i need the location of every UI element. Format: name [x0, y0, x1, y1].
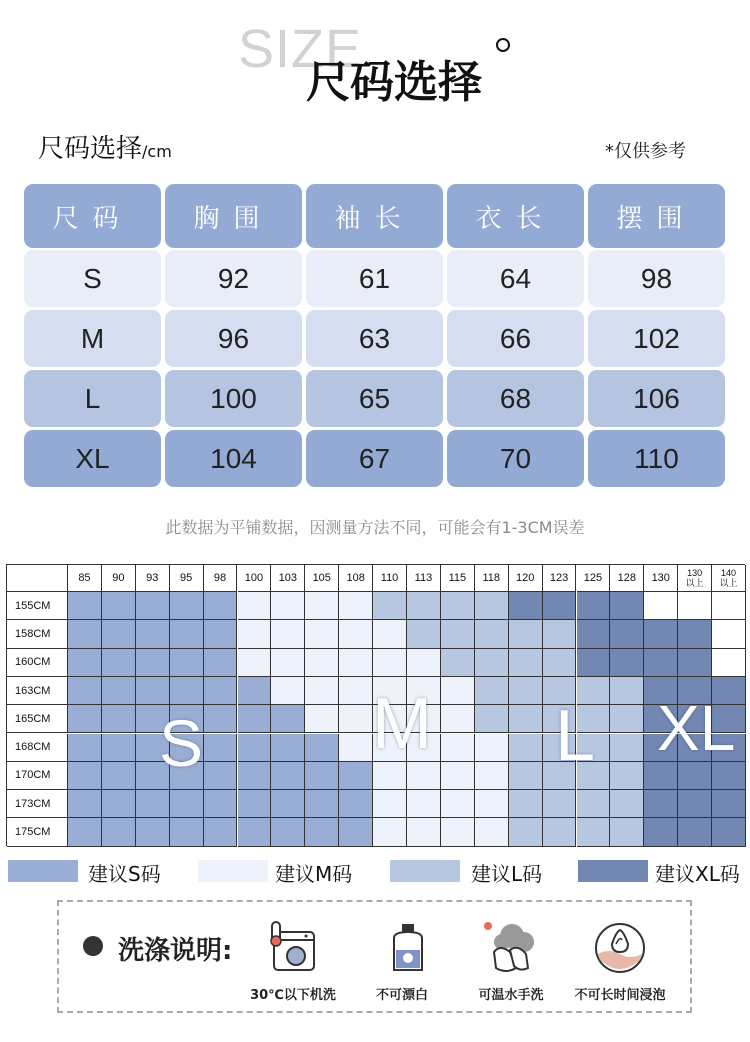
grid-cell: [509, 592, 543, 620]
grid-zone-label-xl: XL: [657, 692, 736, 764]
grid-cell: [238, 620, 272, 648]
section-title: [38, 128, 172, 165]
wash-label-no-bleach: 不可漂白: [375, 988, 428, 1003]
grid-cell: [271, 790, 305, 818]
grid-cell: [136, 620, 170, 648]
grid-zone-label-m: M: [372, 684, 432, 764]
grid-cell: [305, 734, 339, 762]
no-bleach-icon: [380, 920, 436, 976]
size-table-header-2: 袖长: [306, 184, 443, 248]
grid-cell: [373, 790, 407, 818]
grid-cell: [204, 762, 238, 790]
size-table-cell: 64: [447, 250, 584, 307]
grid-cell: [339, 790, 373, 818]
header-degree-dot: [496, 38, 510, 52]
grid-weight-header: 128: [610, 565, 644, 592]
grid-weight-header: 140 以上: [712, 565, 746, 592]
grid-cell: [204, 620, 238, 648]
grid-cell: [407, 762, 441, 790]
grid-cell: [441, 734, 475, 762]
grid-weight-header: 93: [136, 565, 170, 592]
size-table-cell: XL: [24, 430, 161, 487]
grid-cell: [441, 705, 475, 733]
grid-weight-header: 90: [102, 565, 136, 592]
grid-cell: [102, 705, 136, 733]
grid-cell: [339, 677, 373, 705]
grid-cell: [68, 649, 102, 677]
grid-cell: [475, 649, 509, 677]
grid-cell: [204, 677, 238, 705]
wash-label-no-soak: 不可长时间浸泡: [574, 988, 666, 1003]
size-table-cell: 70: [447, 430, 584, 487]
grid-cell: [509, 705, 543, 733]
grid-cell: [339, 649, 373, 677]
grid-cell: [305, 705, 339, 733]
grid-cell: [136, 649, 170, 677]
size-table-cell: 100: [165, 370, 302, 427]
washing-machine-30-icon: [266, 920, 322, 976]
grid-height-label: 175CM: [7, 818, 68, 846]
grid-weight-header: 108: [339, 565, 373, 592]
grid-cell: [68, 818, 102, 846]
grid-cell: [102, 734, 136, 762]
grid-cell: [373, 818, 407, 846]
measurement-note: 此数据为平铺数据，因测量方法不同，可能会有1-3CM误差: [165, 518, 585, 537]
grid-cell: [271, 734, 305, 762]
grid-cell: [271, 762, 305, 790]
grid-cell: [577, 649, 611, 677]
grid-cell: [238, 649, 272, 677]
grid-cell: [712, 790, 746, 818]
grid-height-label: 160CM: [7, 649, 68, 677]
grid-cell: [644, 762, 678, 790]
grid-cell: [170, 818, 204, 846]
size-table-cell: 104: [165, 430, 302, 487]
grid-cell: [170, 592, 204, 620]
grid-cell: [712, 620, 746, 648]
grid-cell: [610, 790, 644, 818]
grid-weight-header: 115: [441, 565, 475, 592]
size-table-cell: 66: [447, 310, 584, 367]
grid-cell: [68, 677, 102, 705]
legend-label: 建议L码: [471, 862, 543, 886]
grid-cell: [712, 649, 746, 677]
grid-cell: [68, 762, 102, 790]
grid-cell: [441, 818, 475, 846]
grid-cell: [610, 620, 644, 648]
grid-cell: [644, 620, 678, 648]
grid-weight-header: 130 以上: [678, 565, 712, 592]
grid-cell: [610, 818, 644, 846]
grid-cell: [305, 762, 339, 790]
grid-height-label: 173CM: [7, 790, 68, 818]
grid-cell: [271, 592, 305, 620]
grid-zone-label-l: L: [555, 696, 596, 776]
grid-cell: [339, 592, 373, 620]
grid-cell: [305, 592, 339, 620]
grid-cell: [204, 649, 238, 677]
grid-cell: [136, 592, 170, 620]
wash-label-hand-wash: 可温水手洗: [478, 988, 544, 1003]
grid-cell: [238, 705, 272, 733]
grid-cell: [577, 592, 611, 620]
grid-cell: [407, 818, 441, 846]
grid-cell: [543, 620, 577, 648]
legend-label: 建议M码: [275, 862, 353, 886]
grid-cell: [407, 649, 441, 677]
grid-cell: [441, 592, 475, 620]
grid-cell: [475, 734, 509, 762]
legend-swatch: [390, 860, 460, 882]
legend-swatch: [578, 860, 648, 882]
grid-cell: [678, 818, 712, 846]
size-table-cell: 102: [588, 310, 725, 367]
grid-cell: [68, 734, 102, 762]
grid-cell: [271, 649, 305, 677]
grid-corner: [7, 565, 68, 592]
grid-cell: [170, 649, 204, 677]
grid-cell: [678, 592, 712, 620]
grid-cell: [68, 705, 102, 733]
grid-cell: [136, 677, 170, 705]
grid-cell: [678, 762, 712, 790]
size-table-cell: 96: [165, 310, 302, 367]
grid-cell: [644, 649, 678, 677]
grid-cell: [543, 592, 577, 620]
grid-cell: [271, 677, 305, 705]
grid-cell: [475, 705, 509, 733]
size-table-cell: M: [24, 310, 161, 367]
grid-cell: [170, 677, 204, 705]
grid-cell: [678, 620, 712, 648]
grid-cell: [271, 705, 305, 733]
grid-weight-header: 105: [305, 565, 339, 592]
hand-wash-icon: [482, 920, 538, 976]
grid-cell: [204, 592, 238, 620]
grid-cell: [305, 620, 339, 648]
grid-cell: [271, 620, 305, 648]
grid-zone-label-s: S: [159, 706, 204, 780]
grid-cell: [373, 620, 407, 648]
grid-cell: [102, 762, 136, 790]
grid-weight-header: 118: [475, 565, 509, 592]
grid-cell: [102, 649, 136, 677]
grid-cell: [543, 818, 577, 846]
grid-cell: [610, 649, 644, 677]
grid-cell: [509, 649, 543, 677]
grid-cell: [102, 620, 136, 648]
grid-cell: [68, 790, 102, 818]
grid-height-label: 163CM: [7, 677, 68, 705]
grid-cell: [644, 818, 678, 846]
size-table-cell: 98: [588, 250, 725, 307]
grid-cell: [509, 734, 543, 762]
grid-cell: [339, 762, 373, 790]
grid-weight-header: 123: [543, 565, 577, 592]
reference-note: *仅供参考: [605, 141, 686, 162]
size-table-header-3: 衣长: [447, 184, 584, 248]
grid-cell: [712, 818, 746, 846]
grid-cell: [610, 762, 644, 790]
grid-cell: [543, 649, 577, 677]
grid-cell: [305, 649, 339, 677]
grid-cell: [339, 818, 373, 846]
legend-swatch: [198, 860, 268, 882]
grid-cell: [644, 790, 678, 818]
grid-cell: [204, 705, 238, 733]
grid-weight-header: 125: [577, 565, 611, 592]
size-table-cell: S: [24, 250, 161, 307]
grid-cell: [102, 790, 136, 818]
grid-height-label: 170CM: [7, 762, 68, 790]
grid-weight-header: 113: [407, 565, 441, 592]
grid-cell: [238, 677, 272, 705]
grid-cell: [238, 818, 272, 846]
grid-cell: [475, 620, 509, 648]
grid-cell: [610, 734, 644, 762]
grid-weight-header: 110: [373, 565, 407, 592]
grid-cell: [441, 790, 475, 818]
grid-cell: [305, 677, 339, 705]
grid-cell: [407, 592, 441, 620]
grid-cell: [509, 677, 543, 705]
size-table-header-1: 胸围: [165, 184, 302, 248]
grid-cell: [373, 649, 407, 677]
grid-cell: [170, 790, 204, 818]
grid-cell: [509, 762, 543, 790]
size-table-header-0: 尺码: [24, 184, 161, 248]
size-table-cell: 110: [588, 430, 725, 487]
grid-weight-header: 120: [509, 565, 543, 592]
grid-height-label: 155CM: [7, 592, 68, 620]
size-table-cell: 106: [588, 370, 725, 427]
grid-cell: [136, 818, 170, 846]
grid-cell: [136, 790, 170, 818]
size-table-cell: L: [24, 370, 161, 427]
grid-cell: [238, 790, 272, 818]
grid-cell: [475, 762, 509, 790]
header-title: 尺码选择: [306, 57, 482, 108]
grid-cell: [102, 592, 136, 620]
grid-cell: [238, 762, 272, 790]
size-table-cell: 92: [165, 250, 302, 307]
grid-cell: [339, 705, 373, 733]
grid-cell: [407, 620, 441, 648]
grid-cell: [475, 592, 509, 620]
size-table-cell: 61: [306, 250, 443, 307]
legend-label: 建议S码: [88, 862, 161, 886]
grid-cell: [305, 790, 339, 818]
header-title-en: SIZE: [237, 19, 363, 79]
grid-cell: [441, 762, 475, 790]
grid-cell: [441, 620, 475, 648]
grid-weight-header: 85: [68, 565, 102, 592]
grid-cell: [102, 677, 136, 705]
grid-cell: [644, 592, 678, 620]
grid-cell: [271, 818, 305, 846]
grid-cell: [577, 818, 611, 846]
grid-cell: [68, 592, 102, 620]
size-table-header-4: 摆围: [588, 184, 725, 248]
grid-cell: [339, 620, 373, 648]
grid-cell: [339, 734, 373, 762]
grid-height-label: 158CM: [7, 620, 68, 648]
grid-weight-header: 98: [204, 565, 238, 592]
grid-cell: [407, 790, 441, 818]
grid-cell: [610, 592, 644, 620]
grid-cell: [678, 649, 712, 677]
legend-label: 建议XL码: [655, 862, 740, 886]
grid-cell: [204, 790, 238, 818]
grid-cell: [509, 790, 543, 818]
grid-cell: [509, 818, 543, 846]
grid-cell: [305, 818, 339, 846]
grid-height-label: 168CM: [7, 734, 68, 762]
grid-cell: [170, 620, 204, 648]
grid-cell: [441, 649, 475, 677]
grid-cell: [475, 818, 509, 846]
grid-weight-header: 103: [271, 565, 305, 592]
grid-cell: [204, 734, 238, 762]
grid-cell: [610, 705, 644, 733]
grid-cell: [373, 762, 407, 790]
grid-cell: [373, 592, 407, 620]
grid-cell: [577, 790, 611, 818]
grid-cell: [712, 762, 746, 790]
grid-weight-header: 130: [644, 565, 678, 592]
grid-cell: [238, 592, 272, 620]
bullet-dot: [83, 936, 103, 956]
grid-cell: [441, 677, 475, 705]
size-table-cell: 68: [447, 370, 584, 427]
grid-cell: [543, 790, 577, 818]
grid-cell: [678, 790, 712, 818]
grid-cell: [509, 620, 543, 648]
section-title-text: 尺码选择: [38, 134, 143, 164]
wash-title: 洗涤说明:: [118, 936, 233, 966]
grid-cell: [610, 677, 644, 705]
grid-cell: [712, 592, 746, 620]
grid-cell: [577, 620, 611, 648]
grid-cell: [204, 818, 238, 846]
grid-cell: [475, 677, 509, 705]
grid-cell: [68, 620, 102, 648]
size-table-cell: 67: [306, 430, 443, 487]
grid-height-label: 165CM: [7, 705, 68, 733]
size-table-cell: 63: [306, 310, 443, 367]
no-long-soak-icon: [592, 920, 648, 976]
wash-label-machine: 30℃以下机洗: [250, 988, 336, 1003]
grid-cell: [475, 790, 509, 818]
legend-swatch: [8, 860, 78, 882]
size-recommendation-grid: [6, 564, 745, 846]
section-unit: /cm: [142, 142, 172, 161]
grid-weight-header: 100: [238, 565, 272, 592]
grid-cell: [238, 734, 272, 762]
grid-weight-header: 95: [170, 565, 204, 592]
size-table-cell: 65: [306, 370, 443, 427]
grid-cell: [102, 818, 136, 846]
